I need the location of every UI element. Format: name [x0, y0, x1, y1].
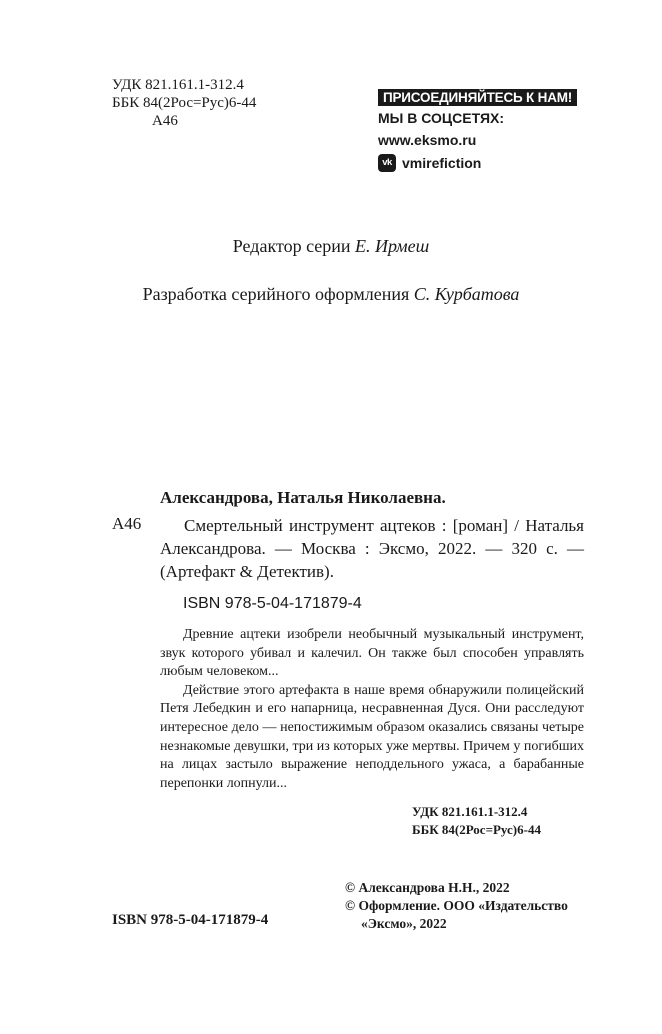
udk-code-right: УДК 821.161.1-312.4 — [412, 804, 528, 819]
bbk-code-right: ББК 84(2Рос=Рус)6-44 — [412, 822, 541, 837]
series-editor-name: Е. Ирмеш — [355, 236, 430, 256]
vk-link[interactable] — [378, 152, 577, 174]
annotation-paragraph: Действие этого артефакта в наше время обнаружили полицейский Петя Лебедкин и его напарница, несравненная Дуся. Они расследуют интересное дело — непостижимым образом оказались связаны четыре незнакомые девушки, три из которых уже мертвы. Причем у погибших на лицах застыло выражение неподдельного ужаса, а барабанные перепонки лопнули... — [160, 682, 584, 791]
bbk-code: ББК 84(2Рос=Рус)6-44 — [112, 95, 257, 111]
series-editor-credit — [0, 236, 662, 257]
vk-icon: vk — [378, 154, 396, 172]
networks-label: МЫ В СОЦСЕТЯХ: — [378, 110, 505, 126]
entry-isbn: ISBN 978-5-04-171879-4 — [183, 595, 362, 612]
copyright-block — [345, 879, 568, 933]
entry-description — [160, 514, 584, 583]
design-credit — [0, 284, 662, 305]
copyright-author: © Александрова Н.Н., 2022 — [345, 880, 510, 895]
entry-heading: Александрова, Наталья Николаевна. — [160, 488, 446, 507]
design-name: С. Курбатова — [413, 284, 520, 304]
series-editor-label: Редактор серии — [232, 236, 351, 256]
author-code: А46 — [152, 113, 178, 129]
footer-isbn: ISBN 978-5-04-171879-4 — [112, 912, 269, 928]
join-us-banner: ПРИСОЕДИНЯЙТЕСЬ К НАМ! — [378, 89, 577, 106]
website-link[interactable]: www.eksmo.ru — [378, 132, 477, 148]
annotation-paragraph: Древние ацтеки изобрели необычный музыкальный инструмент, звук которого убивал и калечил. Он также был способен управлять любым человеком... — [160, 627, 584, 680]
social-block — [378, 89, 577, 174]
entry-author-code: А46 — [112, 514, 142, 533]
udk-code: УДК 821.161.1-312.4 — [112, 77, 244, 93]
entry-body-text: Смертельный инструмент ацтеков : [роман] / Наталья Александрова. — Москва : Эксмо, 2022. — 320 с. — (Артефакт & Детектив). — [160, 516, 584, 581]
design-label: Разработка серийного оформления — [142, 284, 410, 304]
classification-right — [412, 803, 541, 839]
copyright-design: © Оформление. ООО «Издательство — [345, 898, 568, 913]
classification-block — [112, 76, 256, 130]
vk-handle: vmirefiction — [402, 155, 482, 171]
annotation — [160, 626, 584, 793]
copyright-design-cont: «Эксмо», 2022 — [361, 916, 447, 931]
